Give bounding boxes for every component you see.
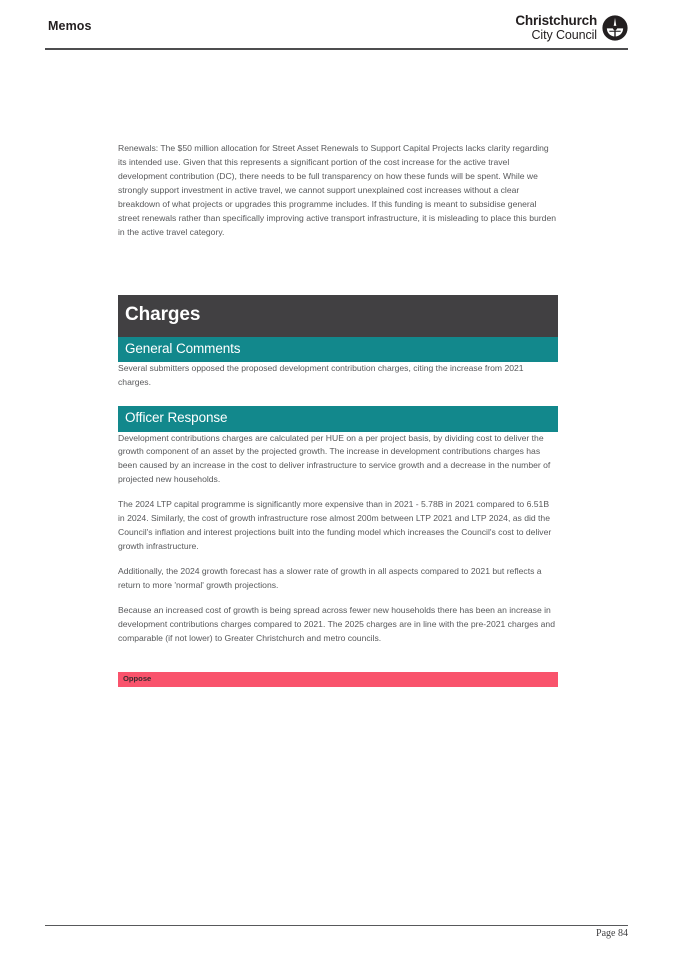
- footer-divider: [45, 925, 628, 926]
- section-heading-charges: Charges: [118, 295, 558, 337]
- subheading-general-comments: General Comments: [118, 337, 558, 362]
- officer-response-paragraph-3: Additionally, the 2024 growth forecast has a slower rate of growth in all aspects compared to 2021 but reflects a return to more 'normal' growth projections.: [118, 565, 542, 590]
- officer-response-paragraph-2: The 2024 LTP capital programme is significantly more expensive than in 2021 - 5.78B in 2021 compared to 6.51B in 2024. Similarly, the cost of growth infrastructure rose almost 200m between LTP 2021 and LTP 2024, as did the Council's inflation and interest projections built into the funding model which increases the Council's cost to deliver growth infrastructure.: [118, 499, 552, 551]
- council-logo: [515, 14, 628, 42]
- section-spacer: [118, 239, 558, 295]
- council-logo-text: [515, 14, 597, 42]
- footer-page-number: Page 84: [596, 928, 628, 939]
- document-content: [118, 142, 558, 687]
- intro-paragraph: Renewals: The $50 million allocation for Street Asset Renewals to Support Capital Projects lacks clarity regarding its intended use. Given that this represents a significant portion of the cost increase for the active travel development contribution (DC), there needs to be full transparency on how these funds will be spent. While we strongly support investment in active travel, we cannot support unexplained cost increases without a clear breakdown of what projects or upgrades this programme includes. If this funding is meant to subsidise general street renewals rather than specifically improving active transport infrastructure, it is misleading to place this burden in the active travel category.: [118, 143, 557, 237]
- page-title: Memos: [48, 19, 92, 33]
- stance-badge-oppose: Oppose: [118, 672, 558, 687]
- christchurch-council-emblem-icon: [602, 15, 628, 41]
- council-logo-line1: Christchurch: [515, 13, 597, 28]
- header-divider: [45, 48, 628, 50]
- officer-response-paragraph-4: Because an increased cost of growth is being spread across fewer new households there has been an increase in development contributions charges compared to 2021. The 2025 charges are in line with the pre-2021 charges and comparable (if not lower) to Greater Christchurch and metro councils.: [118, 604, 555, 643]
- council-logo-line2: City Council: [531, 27, 597, 42]
- subheading-officer-response: Officer Response: [118, 406, 558, 431]
- general-comments-text: Several submitters opposed the proposed development contribution charges, citing the increase from 2021 charges.: [118, 363, 524, 388]
- officer-response-paragraph-1: Development contributions charges are calculated per HUE on a per project basis, by dividing cost to deliver the growth component of an asset by the projected growth. The increase in development contributions charges has been caused by an increase in the cost to deliver infrastructure to service growth and a decrease in the number of projected new households.: [118, 432, 551, 485]
